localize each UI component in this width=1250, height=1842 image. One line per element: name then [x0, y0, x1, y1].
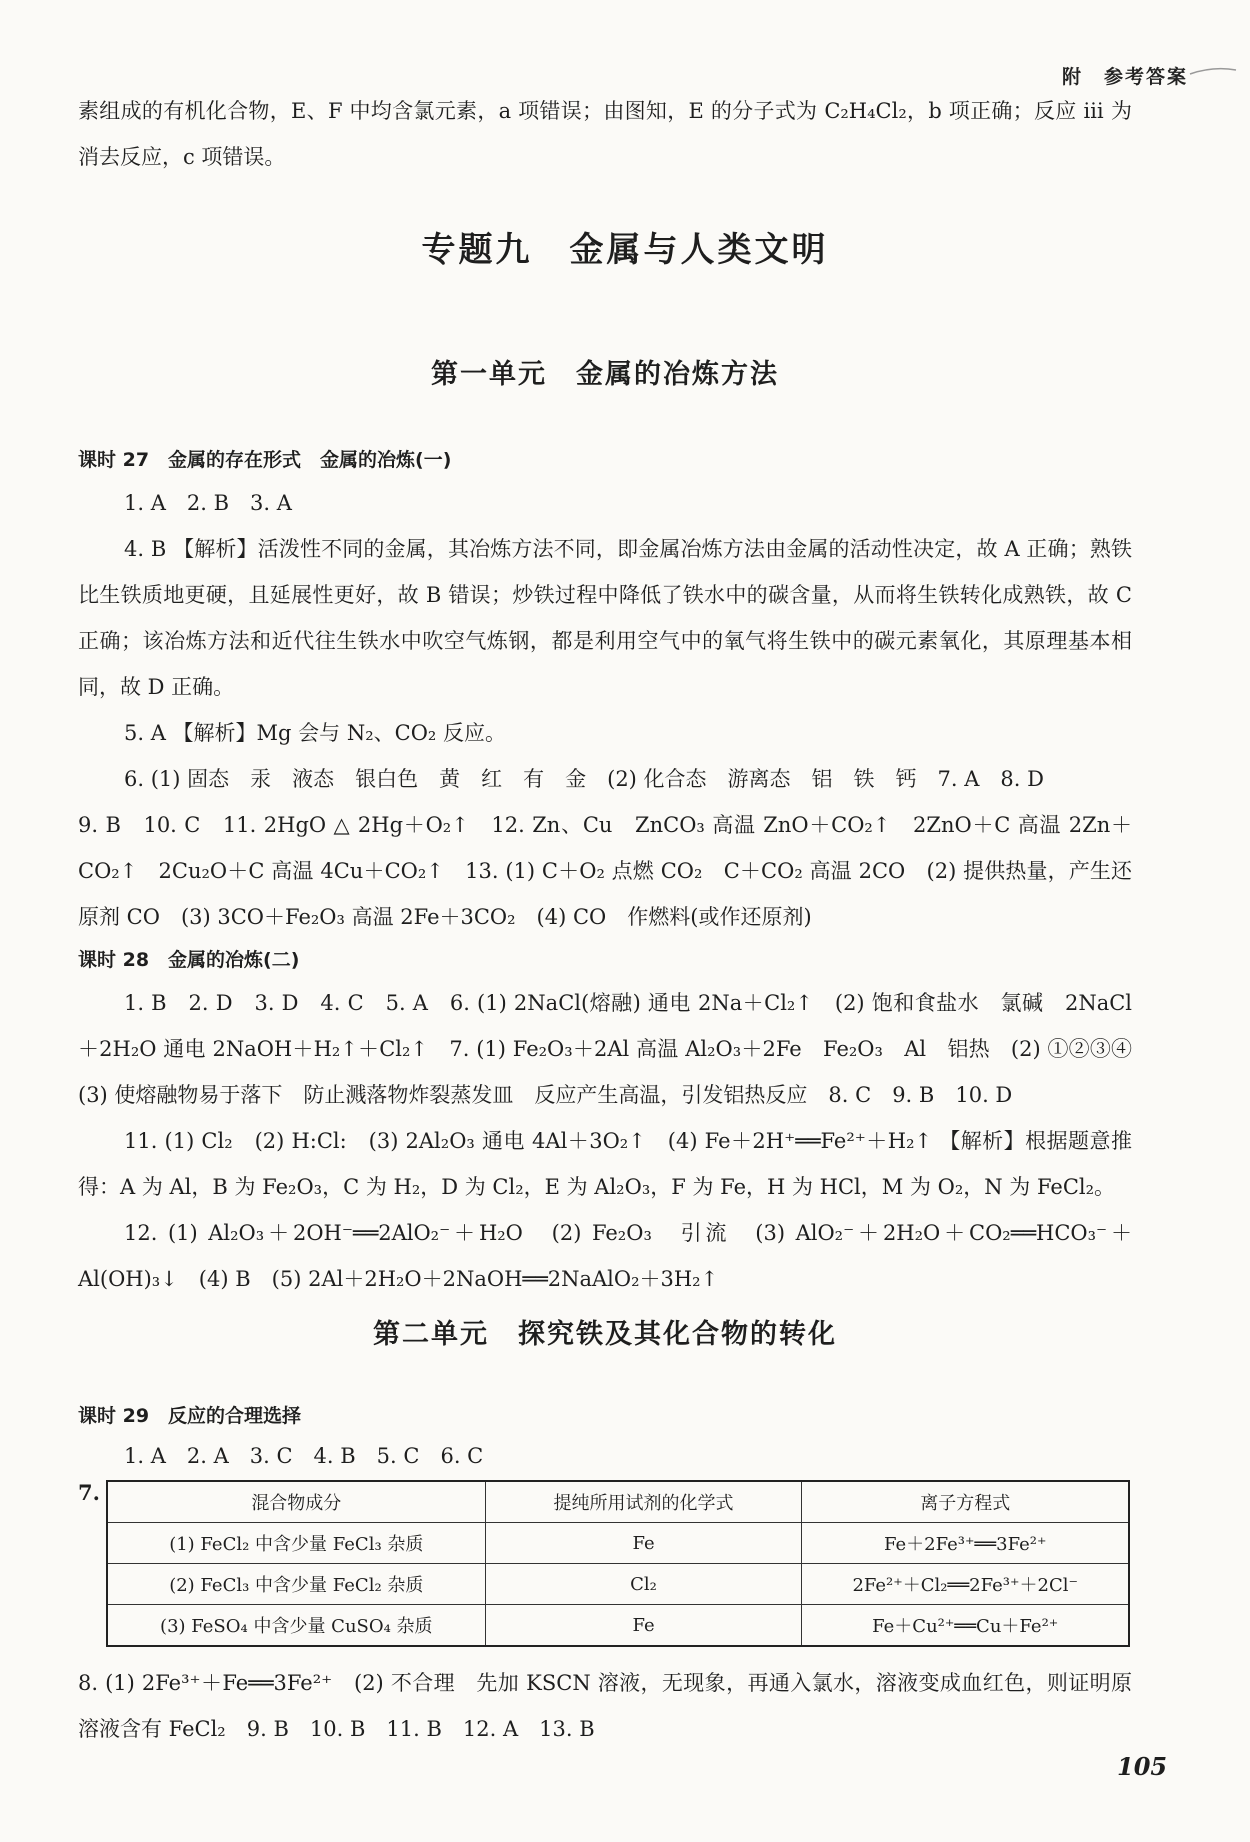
intro-paragraph: 素组成的有机化合物，E、F 中均含氯元素，a 项错误；由图知，E 的分子式为 C₂H₄Cl₂，b 项正确；反应 ⅲ 为消去反应，c 项错误。	[78, 99, 1132, 169]
page-number: 105	[1117, 1752, 1168, 1781]
table-cell: 2Fe²⁺＋Cl₂══2Fe³⁺＋2Cl⁻	[802, 1564, 1129, 1605]
lesson29-title: 课时 29 反应的合理选择	[78, 1405, 302, 1427]
table-cell: Cl₂	[485, 1564, 802, 1605]
header-decoration-icon	[1188, 64, 1238, 78]
lesson27-answers-1-3: 1. A 2. B 3. A	[124, 491, 292, 515]
lesson27-answer-4: 4. B 【解析】活泼性不同的金属，其冶炼方法不同，即金属冶炼方法由金属的活动性决定，故 A 正确；熟铁比生铁质地更硬，且延展性更好，故 B 错误；炒铁过程中降低了铁水中的碳含量，从而将生铁转化成熟铁，故 C 正确；该冶炼方法和近代往生铁水中吹空气炼钢，都是利用空气中的氧气将生铁中的碳元素氧化，其原理基本相同，故 D 正确。	[78, 537, 1132, 699]
table-header-row	[107, 1481, 1129, 1523]
lesson27-answer-9-13: 9. B 10. C 11. 2HgO △ 2Hg＋O₂↑ 12. Zn、Cu ZnCO₃ 高温 ZnO＋CO₂↑ 2ZnO＋C 高温 2Zn＋CO₂↑ 2Cu₂O＋C 高温 4Cu＋CO₂↑ 13. (1) C＋O₂ 点燃 CO₂ C＋CO₂ 高温 2CO (2) 提供热量，产生还原剂 CO (3) 3CO＋Fe₂O₃ 高温 2Fe＋3CO₂ (4) CO 作燃料(或作还原剂)	[78, 813, 1132, 929]
lesson28-answers-1-10: 1. B 2. D 3. D 4. C 5. A 6. (1) 2NaCl(熔融) 通电 2Na＋Cl₂↑ (2) 饱和食盐水 氯碱 2NaCl＋2H₂O 通电 2NaOH＋H₂↑＋Cl₂↑ 7. (1) Fe₂O₃＋2Al 高温 Al₂O₃＋2Fe Fe₂O₃ Al 铝热 (2) ①②③④ (3) 使熔融物易于落下 防止溅落物炸裂蒸发皿 反应产生高温，引发铝热反应 8. C 9. B 10. D	[78, 991, 1153, 1107]
table-header: 提纯所用试剂的化学式	[485, 1481, 802, 1523]
lesson28-title: 课时 28 金属的冶炼(二)	[78, 949, 300, 971]
lesson29-answers-1-6: 1. A 2. A 3. C 4. B 5. C 6. C	[124, 1444, 484, 1468]
table-row	[107, 1523, 1129, 1564]
table-cell: (3) FeSO₄ 中含少量 CuSO₄ 杂质	[107, 1605, 485, 1647]
lesson29-answer-8-13: 8. (1) 2Fe³⁺＋Fe══3Fe²⁺ (2) 不合理 先加 KSCN 溶液，无现象，再通入氯水，溶液变成血红色，则证明原溶液含有 FeCl₂ 9. B 10. B 11. B 12. A 13. B	[78, 1671, 1132, 1741]
table-row	[107, 1564, 1129, 1605]
table-cell: Fe＋2Fe³⁺══3Fe²⁺	[802, 1523, 1129, 1564]
question-7-label: 7.	[78, 1480, 100, 1505]
lesson28-answer-11: 11. (1) Cl₂ (2) H:Cl: (3) 2Al₂O₃ 通电 4Al＋3O₂↑ (4) Fe＋2H⁺══Fe²⁺＋H₂↑ 【解析】根据题意推得：A 为 Al，B 为 Fe₂O₃，C 为 H₂，D 为 Cl₂，E 为 Al₂O₃，F 为 Fe，H 为 HCl，M 为 O₂，N 为 FeCl₂。	[78, 1129, 1132, 1199]
table-header: 混合物成分	[107, 1481, 485, 1523]
answer-table	[106, 1480, 1130, 1647]
lesson27-title: 课时 27 金属的存在形式 金属的冶炼(一)	[78, 449, 452, 471]
lesson28-answer-12: 12. (1) Al₂O₃＋2OH⁻══2AlO₂⁻＋H₂O (2) Fe₂O₃ 引流 (3) AlO₂⁻＋2H₂O＋CO₂══HCO₃⁻＋Al(OH)₃↓ (4) B (5) 2Al＋2H₂O＋2NaOH══2NaAlO₂＋3H₂↑	[78, 1221, 1132, 1291]
table-cell: (1) FeCl₂ 中含少量 FeCl₃ 杂质	[107, 1523, 485, 1564]
lesson27-answer-5: 5. A 【解析】Mg 会与 N₂、CO₂ 反应。	[124, 721, 507, 745]
unit2-title: 第二单元 探究铁及其化合物的转化	[373, 1319, 837, 1350]
header-label: 附 参考答案	[1062, 66, 1189, 88]
topic-title: 专题九 金属与人类文明	[421, 230, 829, 270]
table-cell: Fe	[485, 1523, 802, 1564]
table-cell: Fe＋Cu²⁺══Cu＋Fe²⁺	[802, 1605, 1129, 1647]
table-row	[107, 1605, 1129, 1647]
table-cell: (2) FeCl₃ 中含少量 FeCl₂ 杂质	[107, 1564, 485, 1605]
table-cell: Fe	[485, 1605, 802, 1647]
table-header: 离子方程式	[802, 1481, 1129, 1523]
unit1-title: 第一单元 金属的冶炼方法	[431, 359, 779, 390]
lesson27-answer-6-8: 6. (1) 固态 汞 液态 银白色 黄 红 有 金 (2) 化合态 游离态 铝 铁 钙 7. A 8. D	[124, 767, 1044, 791]
